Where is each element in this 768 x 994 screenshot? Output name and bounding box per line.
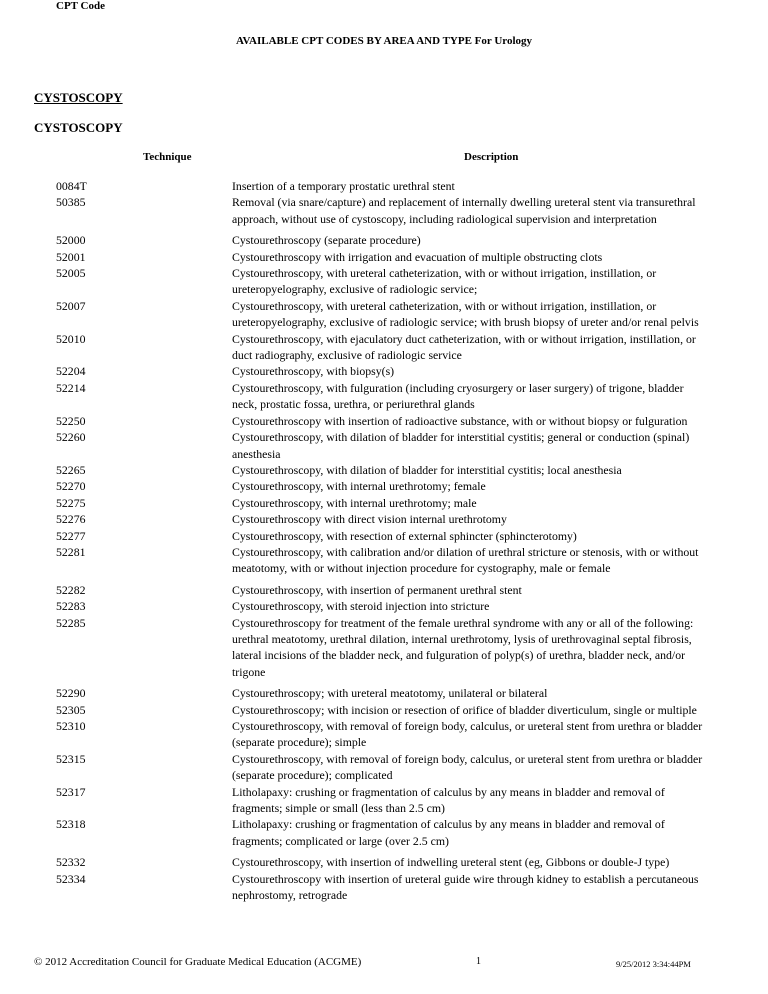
cpt-description: Removal (via snare/capture) and replacement of internally dwelling ureteral stent via transurethral approach, without use of cystoscopy, including radiological supervision and interpretation bbox=[232, 195, 696, 226]
cpt-code: 52260 bbox=[56, 430, 86, 445]
cpt-code: 52000 bbox=[56, 233, 86, 248]
cpt-code: 52283 bbox=[56, 599, 86, 614]
table-row bbox=[0, 784, 768, 817]
cpt-code: 52005 bbox=[56, 266, 86, 281]
cpt-description: Cystourethroscopy, with internal urethrotomy; male bbox=[232, 495, 477, 510]
table-row bbox=[0, 413, 768, 429]
cpt-description: Cystourethroscopy, with internal urethrotomy; female bbox=[232, 479, 486, 494]
cpt-description: Cystourethroscopy, with insertion of indwelling ureteral stent (eg, Gibbons or double-J type) bbox=[232, 855, 670, 870]
cpt-code: 52281 bbox=[56, 544, 86, 559]
cpt-code: 52317 bbox=[56, 784, 86, 799]
cpt-description: Litholapaxy: crushing or fragmentation of calculus by any means in bladder and removal of fragments; complicated or large (over 2.5 cm) bbox=[232, 817, 665, 848]
cpt-description: Cystourethroscopy; with incision or resection of orifice of bladder diverticulum, single or multiple bbox=[232, 702, 697, 717]
footer-copyright: © 2012 Accreditation Council for Graduate Medical Education (ACGME) bbox=[34, 956, 362, 968]
cpt-description: Cystourethroscopy, with ureteral catheterization, with or without irrigation, instillation, or ureteropyelography, exclusive of radiologic service; with brush biopsy of ureter and/or renal pelvis bbox=[232, 298, 699, 330]
cpt-description: Cystourethroscopy with direct vision internal urethrotomy bbox=[232, 512, 507, 527]
cpt-code: 52007 bbox=[56, 298, 86, 313]
footer-date: 9/25/2012 3:34:44PM bbox=[616, 959, 691, 969]
cpt-code: 52305 bbox=[56, 702, 86, 717]
cpt-code: 52275 bbox=[56, 495, 86, 510]
table-row bbox=[0, 462, 768, 478]
subsection-heading: CYSTOSCOPY bbox=[34, 120, 123, 135]
cpt-description: Cystourethroscopy, with resection of external sphincter (sphincterotomy) bbox=[232, 528, 577, 543]
cpt-code: 52315 bbox=[56, 751, 86, 766]
table-row bbox=[0, 871, 768, 904]
cpt-description: Cystourethroscopy with irrigation and evacuation of multiple obstructing clots bbox=[232, 249, 603, 264]
cpt-code: 52282 bbox=[56, 582, 86, 597]
table-row bbox=[0, 816, 768, 849]
cpt-code: 52277 bbox=[56, 528, 86, 543]
column-header-technique: Technique bbox=[143, 151, 192, 163]
cpt-description: Cystourethroscopy (separate procedure) bbox=[232, 233, 421, 248]
table-row bbox=[0, 194, 768, 227]
cpt-code: 52010 bbox=[56, 331, 86, 346]
table-row bbox=[0, 702, 768, 718]
cpt-description: Cystourethroscopy, with insertion of permanent urethral stent bbox=[232, 582, 522, 597]
table-row bbox=[0, 178, 768, 194]
cpt-code: 52214 bbox=[56, 380, 86, 395]
table-row bbox=[0, 854, 768, 870]
cpt-code: 52290 bbox=[56, 686, 86, 701]
cpt-description: Cystourethroscopy, with biopsy(s) bbox=[232, 364, 395, 379]
table-row bbox=[0, 685, 768, 701]
table-row bbox=[0, 380, 768, 413]
cpt-description: Cystourethroscopy, with removal of foreign body, calculus, or ureteral stent from urethra or bladder (separate procedure); simple bbox=[232, 719, 703, 750]
page-title: AVAILABLE CPT CODES BY AREA AND TYPE For Urology bbox=[235, 35, 533, 47]
column-header-description: Description bbox=[464, 151, 519, 163]
cpt-code: 52001 bbox=[56, 249, 86, 264]
table-row bbox=[0, 495, 768, 511]
cpt-code: 52265 bbox=[56, 462, 86, 477]
table-row bbox=[0, 265, 768, 298]
cpt-code: 52204 bbox=[56, 364, 86, 379]
table-row bbox=[0, 298, 768, 331]
cpt-code: 52270 bbox=[56, 479, 86, 494]
table-row bbox=[0, 615, 768, 681]
cpt-code: 52334 bbox=[56, 871, 86, 886]
cpt-description: Cystourethroscopy; with ureteral meatotomy, unilateral or bilateral bbox=[232, 686, 548, 701]
cpt-description: Litholapaxy: crushing or fragmentation of calculus by any means in bladder and removal of fragments; simple or small (less than 2.5 cm) bbox=[232, 784, 665, 816]
table-row bbox=[0, 363, 768, 379]
table-row bbox=[0, 528, 768, 544]
cpt-description: Cystourethroscopy, with calibration and/or dilation of urethral stricture or stenosis, with or without meatotomy, with or without injection procedure for cystography, male or female bbox=[232, 544, 699, 576]
cpt-code: 52318 bbox=[56, 817, 86, 832]
column-header-code: CPT Code bbox=[56, 0, 105, 12]
table-row bbox=[0, 429, 768, 462]
table-row bbox=[0, 544, 768, 577]
cpt-code: 0084T bbox=[56, 179, 87, 193]
cpt-code: 52310 bbox=[56, 719, 86, 733]
table-row bbox=[0, 718, 768, 751]
cpt-description: Cystourethroscopy, with ejaculatory duct catheterization, with or without irrigation, instillation, or duct radiography, exclusive of radiologic service bbox=[232, 331, 696, 363]
table-row bbox=[0, 331, 768, 364]
cpt-description: Cystourethroscopy, with dilation of bladder for interstitial cystitis; general or conduction (spinal) anesthesia bbox=[232, 430, 690, 461]
cpt-description: Cystourethroscopy with insertion of radioactive substance, with or without biopsy or fulguration bbox=[232, 413, 688, 428]
table-row bbox=[0, 232, 768, 248]
cpt-description: Insertion of a temporary prostatic urethral stent bbox=[232, 179, 455, 193]
section-heading: CYSTOSCOPY bbox=[34, 90, 123, 105]
cpt-code: 52250 bbox=[56, 413, 86, 428]
cpt-description: Cystourethroscopy, with steroid injection into stricture bbox=[232, 599, 490, 614]
cpt-code-table bbox=[0, 178, 768, 903]
table-row bbox=[0, 511, 768, 527]
page-number: 1 bbox=[476, 956, 481, 967]
table-row bbox=[0, 249, 768, 265]
cpt-code: 52285 bbox=[56, 615, 86, 630]
cpt-description: Cystourethroscopy, with dilation of bladder for interstitial cystitis; local anesthesia bbox=[232, 462, 622, 477]
cpt-code: 50385 bbox=[56, 195, 86, 210]
cpt-description: Cystourethroscopy, with ureteral catheterization, with or without irrigation, instillation, or ureteropyelography, exclusive of radiologic service; bbox=[232, 266, 657, 297]
cpt-description: Cystourethroscopy, with removal of foreign body, calculus, or ureteral stent from urethra or bladder (separate procedure); complicated bbox=[232, 751, 703, 783]
cpt-code: 52276 bbox=[56, 512, 86, 527]
table-row bbox=[0, 478, 768, 494]
table-row bbox=[0, 751, 768, 784]
table-row bbox=[0, 598, 768, 614]
cpt-code: 52332 bbox=[56, 855, 86, 870]
cpt-description: Cystourethroscopy, with fulguration (including cryosurgery or laser surgery) of trigone, bladder neck, prostatic fossa, urethra, or periurethral glands bbox=[232, 380, 684, 412]
table-row bbox=[0, 582, 768, 598]
cpt-description: Cystourethroscopy for treatment of the female urethral syndrome with any or all of the following: urethral meatotomy, urethral dilation, internal urethrotomy, lysis of urethrovaginal septal fibrosis, lateral incisions of the bladder neck, and fulguration of polyp(s) of urethra, bladder neck, and/or trigone bbox=[232, 615, 694, 679]
cpt-description: Cystourethroscopy with insertion of ureteral guide wire through kidney to establish a percutaneous nephrostomy, retrograde bbox=[232, 871, 699, 903]
